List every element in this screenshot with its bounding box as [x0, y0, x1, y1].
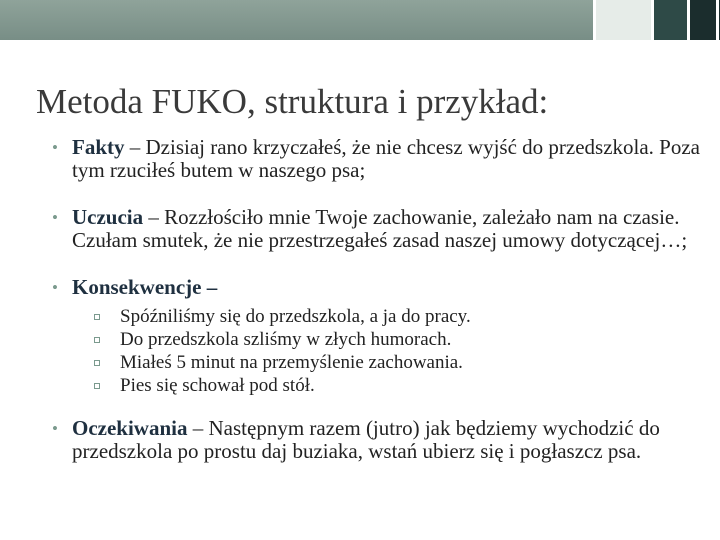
sub-bullet-text: Miałeś 5 minut na przemyślenie zachowania.: [120, 352, 463, 373]
sub-bullet-text: Do przedszkola szliśmy w złych humorach.: [120, 329, 452, 350]
top-bar-divider: [651, 0, 654, 40]
top-bar-divider: [716, 0, 719, 40]
top-bar-divider: [687, 0, 690, 40]
bullet-text: – Rozzłościło mnie Twoje zachowanie, zależało nam na czasie. Czułam smutek, że nie przestrzegałeś zasad naszej umowy dotyczącej…;: [72, 205, 688, 252]
top-bar-segment: [596, 0, 654, 40]
bullet-term: Konsekwencje –: [72, 275, 218, 299]
bullet-item-uczucia: [52, 206, 700, 252]
bullet-term: Uczucia: [72, 205, 144, 229]
slide-title: Metoda FUKO, struktura i przykład:: [36, 82, 549, 121]
decorative-top-bar: [0, 0, 720, 40]
bullet-item-fakty: [52, 136, 700, 182]
top-bar-segment: [654, 0, 690, 40]
bullet-item-oczekiwania: [52, 417, 700, 463]
sub-bullet-item: [94, 305, 700, 328]
bullet-dot-icon: •: [52, 208, 58, 227]
bullet-item-konsekwencje: [52, 276, 700, 397]
sub-bullet-item: [94, 351, 700, 374]
bullet-term: Oczekiwania: [72, 416, 188, 440]
bullet-dot-icon: •: [52, 419, 58, 438]
slide-content: [52, 136, 700, 463]
sub-bullet-list: [94, 305, 700, 397]
bullet-text: – Dzisiaj rano krzyczałeś, że nie chcesz wyjść do przedszkola. Poza tym rzuciłeś butem w naszego psa;: [72, 135, 701, 182]
sub-bullet-text: Pies się schował pod stół.: [120, 375, 315, 396]
sub-bullet-item: [94, 374, 700, 397]
sub-bullet-item: [94, 328, 700, 351]
sub-bullet-text: Spóźniliśmy się do przedszkola, a ja do pracy.: [120, 306, 471, 327]
top-bar-divider: [593, 0, 596, 40]
hollow-square-bullet-icon: [94, 383, 100, 389]
bullet-term: Fakty: [72, 135, 125, 159]
hollow-square-bullet-icon: [94, 337, 100, 343]
bullet-text: – Następnym razem (jutro) jak będziemy wychodzić do przedszkola po prostu daj buziaka, wstań ubierz się i pogłaszcz psa.: [72, 416, 660, 463]
bullet-dot-icon: •: [52, 278, 58, 297]
hollow-square-bullet-icon: [94, 360, 100, 366]
hollow-square-bullet-icon: [94, 314, 100, 320]
top-bar-segment: [0, 0, 596, 40]
bullet-dot-icon: •: [52, 138, 58, 157]
